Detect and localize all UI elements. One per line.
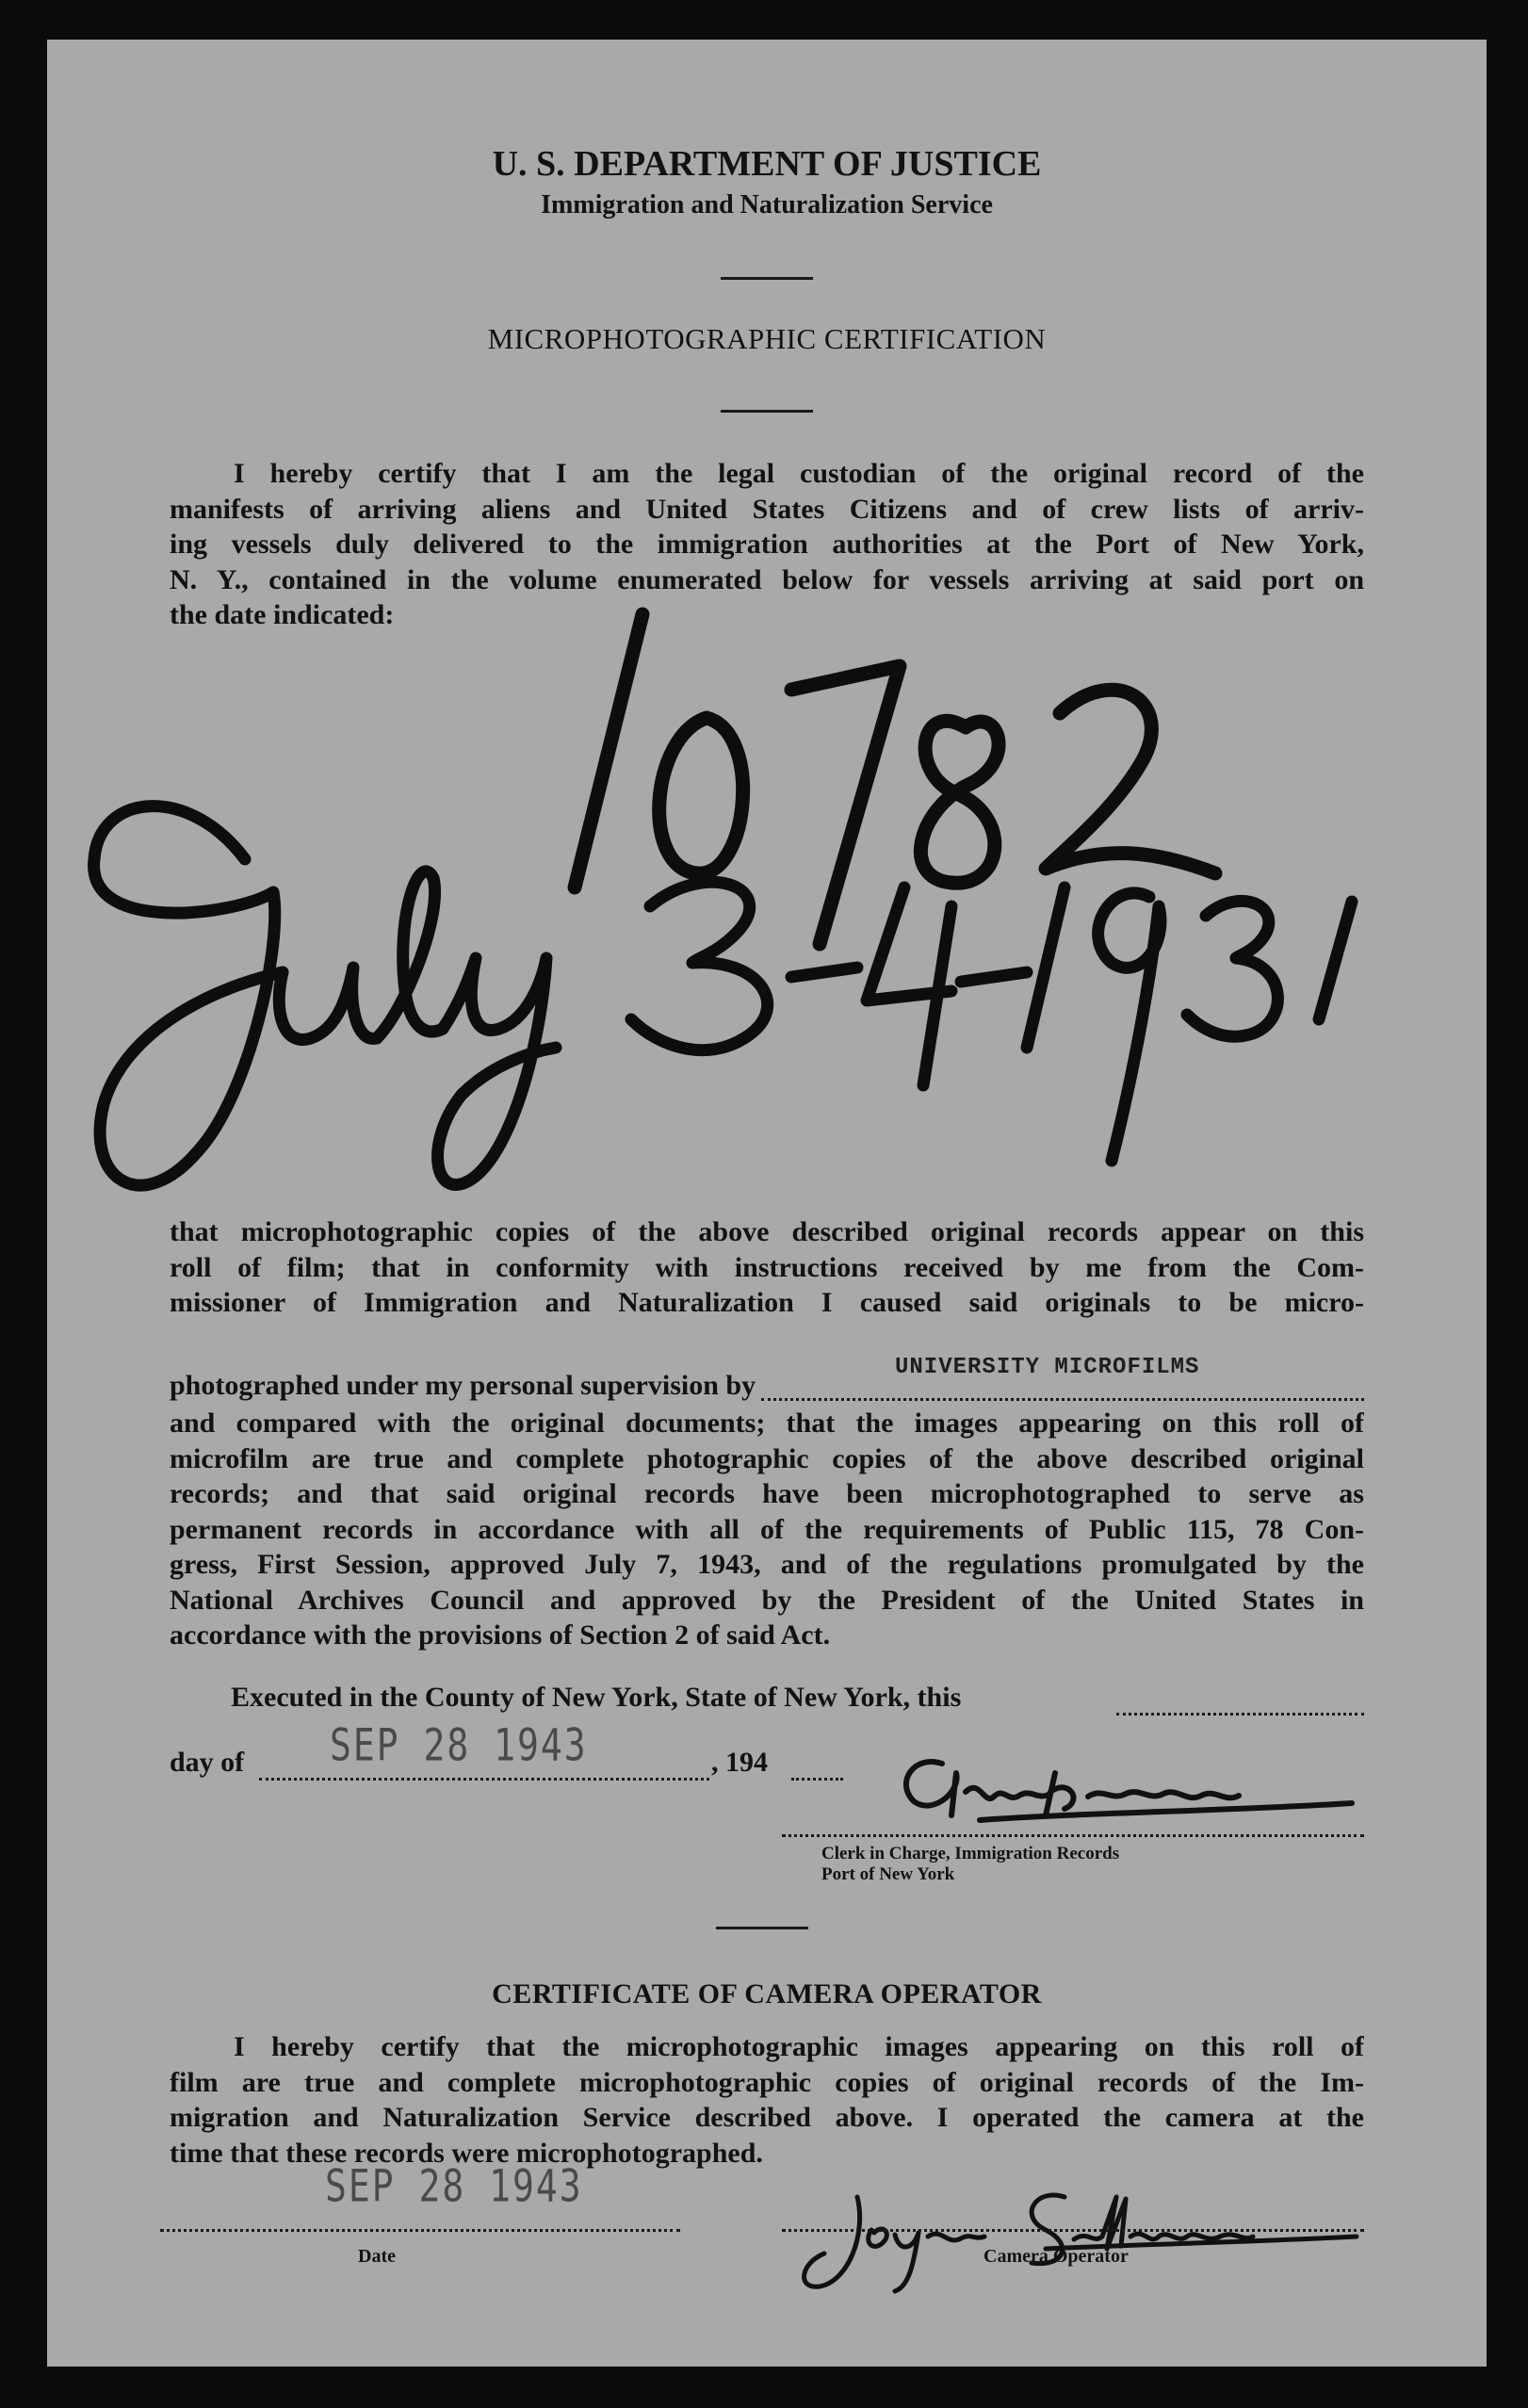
body-line: and compared with the original documents; that the images appearing on this roll of [170, 1407, 1364, 1439]
department-title: U. S. DEPARTMENT OF JUSTICE [492, 144, 1042, 184]
intro-line: I hereby certify that I am the legal custodian of the original record of the [234, 458, 1364, 489]
camera-certificate-heading: CERTIFICATE OF CAMERA OPERATOR [492, 1978, 1042, 2009]
service-subtitle: Immigration and Naturalization Service [541, 190, 993, 220]
body-line: gress, First Session, approved July 7, 1943, and of the regulations promulgated by the [170, 1549, 1364, 1580]
camera-line: film are true and complete microphotographic copies of original records of the Im- [170, 2066, 1364, 2098]
handwritten-date-range [47, 40, 1487, 1264]
body-line: missioner of Immigration and Naturalization I caused said originals to be micro- [170, 1287, 1364, 1318]
camera-line: I hereby certify that the microphotographic images appearing on this roll of [234, 2031, 1364, 2062]
day-dotted-line [259, 1776, 709, 1781]
executed-text: Executed in the County of New York, State of New York, this [231, 1682, 962, 1713]
clerk-office: Port of New York [821, 1864, 955, 1884]
executed-dotted-line [1116, 1711, 1364, 1716]
section-divider [716, 1927, 808, 1929]
camera-operator-label: Camera Operator [983, 2246, 1129, 2267]
body-paragraph [170, 1214, 1364, 1321]
year-dotted-line [791, 1776, 843, 1781]
intro-line: ing vessels duly delivered to the immigration authorities at the Port of New York, [170, 529, 1364, 560]
certificate-page [47, 40, 1487, 2367]
intro-line: the date indicated: [170, 599, 395, 630]
body-paragraph-continued [170, 1406, 1364, 1653]
camera-line: migration and Naturalization Service described above. I operated the camera at the [170, 2102, 1364, 2133]
supervision-prefix: photographed under my personal supervision by [170, 1370, 756, 1401]
clerk-signature [876, 1735, 1385, 1839]
camera-operator-signature [782, 2178, 1366, 2301]
body-line: National Archives Council and approved by the President of the United States in [170, 1584, 1364, 1616]
body-line: permanent records in accordance with all of the requirements of Public 115, 78 Con- [170, 1513, 1364, 1545]
clerk-signature-line [782, 1832, 1364, 1837]
body-line: that microphotographic copies of the above described original records appear on this [170, 1216, 1364, 1247]
intro-line: N. Y., contained in the volume enumerated below for vessels arriving at said port on [170, 563, 1364, 595]
supervisor-dotted-line [761, 1396, 1364, 1401]
body-line: records; and that said original records have been microphotographed to serve as [170, 1478, 1364, 1509]
camera-date-label: Date [358, 2246, 396, 2267]
year-prefix: , 194 [711, 1747, 768, 1778]
certificate-title: MICROPHOTOGRAPHIC CERTIFICATION [487, 322, 1047, 355]
camera-date-stamp: SEP 28 1943 [325, 2159, 583, 2212]
day-of-label: day of [170, 1747, 245, 1778]
intro-line: manifests of arriving aliens and United States Citizens and of crew lists of arriv- [170, 493, 1364, 525]
camera-operator-line [782, 2227, 1364, 2232]
body-line: accordance with the provisions of Section 2 of said Act. [170, 1619, 831, 1651]
date-stamp: SEP 28 1943 [330, 1718, 588, 1771]
body-line: roll of film; that in conformity with instructions received by me from the Com- [170, 1251, 1364, 1283]
supervisor-name: UNIVERSITY MICROFILMS [895, 1355, 1200, 1380]
camera-paragraph [170, 2029, 1364, 2171]
camera-date-line [160, 2227, 680, 2232]
body-line: microfilm are true and complete photographic copies of the above described original [170, 1442, 1364, 1474]
camera-line: time that these records were microphotographed. [170, 2137, 763, 2169]
clerk-title: Clerk in Charge, Immigration Records [821, 1844, 1120, 1863]
